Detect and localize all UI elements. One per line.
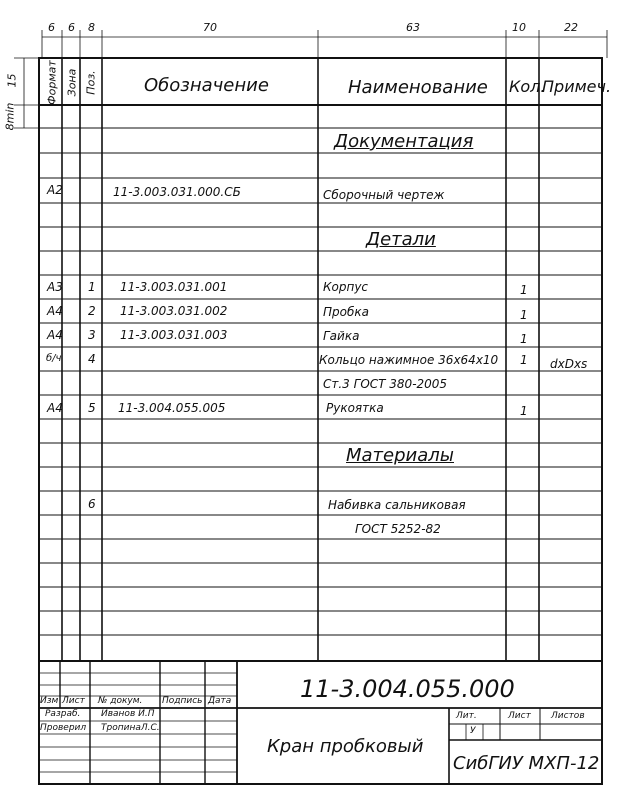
checked-name: ТропинаЛ.С. xyxy=(101,723,160,733)
row-designation: 11-3.003.031.002 xyxy=(120,304,228,318)
developed-label: Разраб. xyxy=(45,709,81,719)
lit-label: Лит. xyxy=(456,711,477,721)
section-parts: Детали xyxy=(366,229,436,250)
header-qty: Кол. xyxy=(509,77,546,96)
row-format: A2 xyxy=(47,183,63,197)
row-name: Набивка сальниковая xyxy=(328,498,466,512)
developed-name: Иванов И.П xyxy=(101,709,155,719)
row-name: Корпус xyxy=(323,280,369,294)
col-izm: Изм xyxy=(40,696,59,706)
col-list: Лист xyxy=(62,696,85,706)
document-number: 11-3.004.055.000 xyxy=(300,675,515,703)
row-pos: 6 xyxy=(88,497,96,511)
row-format: A4 xyxy=(47,328,63,342)
row-qty: 1 xyxy=(520,332,528,346)
row-pos: 3 xyxy=(88,328,96,342)
row-name: Сборочный чертеж xyxy=(323,188,445,202)
row-designation: 11-3.003.031.003 xyxy=(120,328,228,342)
dim-format-width: 6 xyxy=(48,21,55,34)
row-designation: 11-3.003.031.001 xyxy=(120,280,228,294)
dim-qty-width: 10 xyxy=(512,21,526,34)
header-format: Формат xyxy=(45,60,59,105)
header-name: Наименование xyxy=(348,77,488,98)
header-note: Примеч. xyxy=(542,77,612,96)
row-qty: 1 xyxy=(520,404,528,418)
sheets-label: Листов xyxy=(551,711,585,721)
drawing-title: Кран пробковый xyxy=(267,736,424,757)
row-pos: 4 xyxy=(88,352,96,366)
header-designation: Обозначение xyxy=(144,75,269,96)
row-qty: 1 xyxy=(520,353,528,367)
dim-designation-width: 70 xyxy=(203,21,217,34)
col-signature: Подпись xyxy=(162,696,203,706)
col-date: Дата xyxy=(208,696,232,706)
row-designation: 11-3.003.031.000.СБ xyxy=(113,185,241,199)
row-name: Кольцо нажимное 36х64х10 xyxy=(319,353,499,367)
header-zone: Зона xyxy=(65,68,79,97)
dim-name-width: 63 xyxy=(406,21,420,34)
row-name: Ст.3 ГОСТ 380-2005 xyxy=(323,377,448,391)
row-qty: 1 xyxy=(520,283,528,297)
lit-value: У xyxy=(470,726,476,736)
row-pos: 5 xyxy=(88,401,96,415)
row-format: A4 xyxy=(47,304,63,318)
section-documentation: Документация xyxy=(334,131,474,152)
row-format: A4 xyxy=(47,401,63,415)
spec-rows xyxy=(39,128,602,635)
row-pos: 1 xyxy=(88,280,96,294)
section-materials: Материалы xyxy=(346,445,454,466)
dim-note-width: 22 xyxy=(564,21,578,34)
dim-zone-width: 6 xyxy=(68,21,75,34)
row-name: Рукоятка xyxy=(326,401,384,415)
checked-label: Проверил xyxy=(40,723,87,733)
row-name: Пробка xyxy=(323,305,369,319)
dim-pos-width: 8 xyxy=(88,21,95,34)
row-format: A3 xyxy=(47,280,63,294)
row-pos: 2 xyxy=(88,304,96,318)
row-designation: 11-3.004.055.005 xyxy=(118,401,226,415)
row-name: Гайка xyxy=(323,329,360,343)
row-note: dxDxs xyxy=(550,357,588,371)
dim-row-height: 8min xyxy=(3,102,17,131)
sheet-label: Лист xyxy=(508,711,531,721)
row-qty: 1 xyxy=(520,308,528,322)
col-doc-number: № докум. xyxy=(98,696,143,706)
header-pos: Поз. xyxy=(84,70,98,95)
organization: СибГИУ МХП-12 xyxy=(453,753,600,774)
row-name: ГОСТ 5252-82 xyxy=(355,522,441,536)
row-format: б/ч xyxy=(46,353,62,364)
dim-header-height: 15 xyxy=(5,73,19,88)
